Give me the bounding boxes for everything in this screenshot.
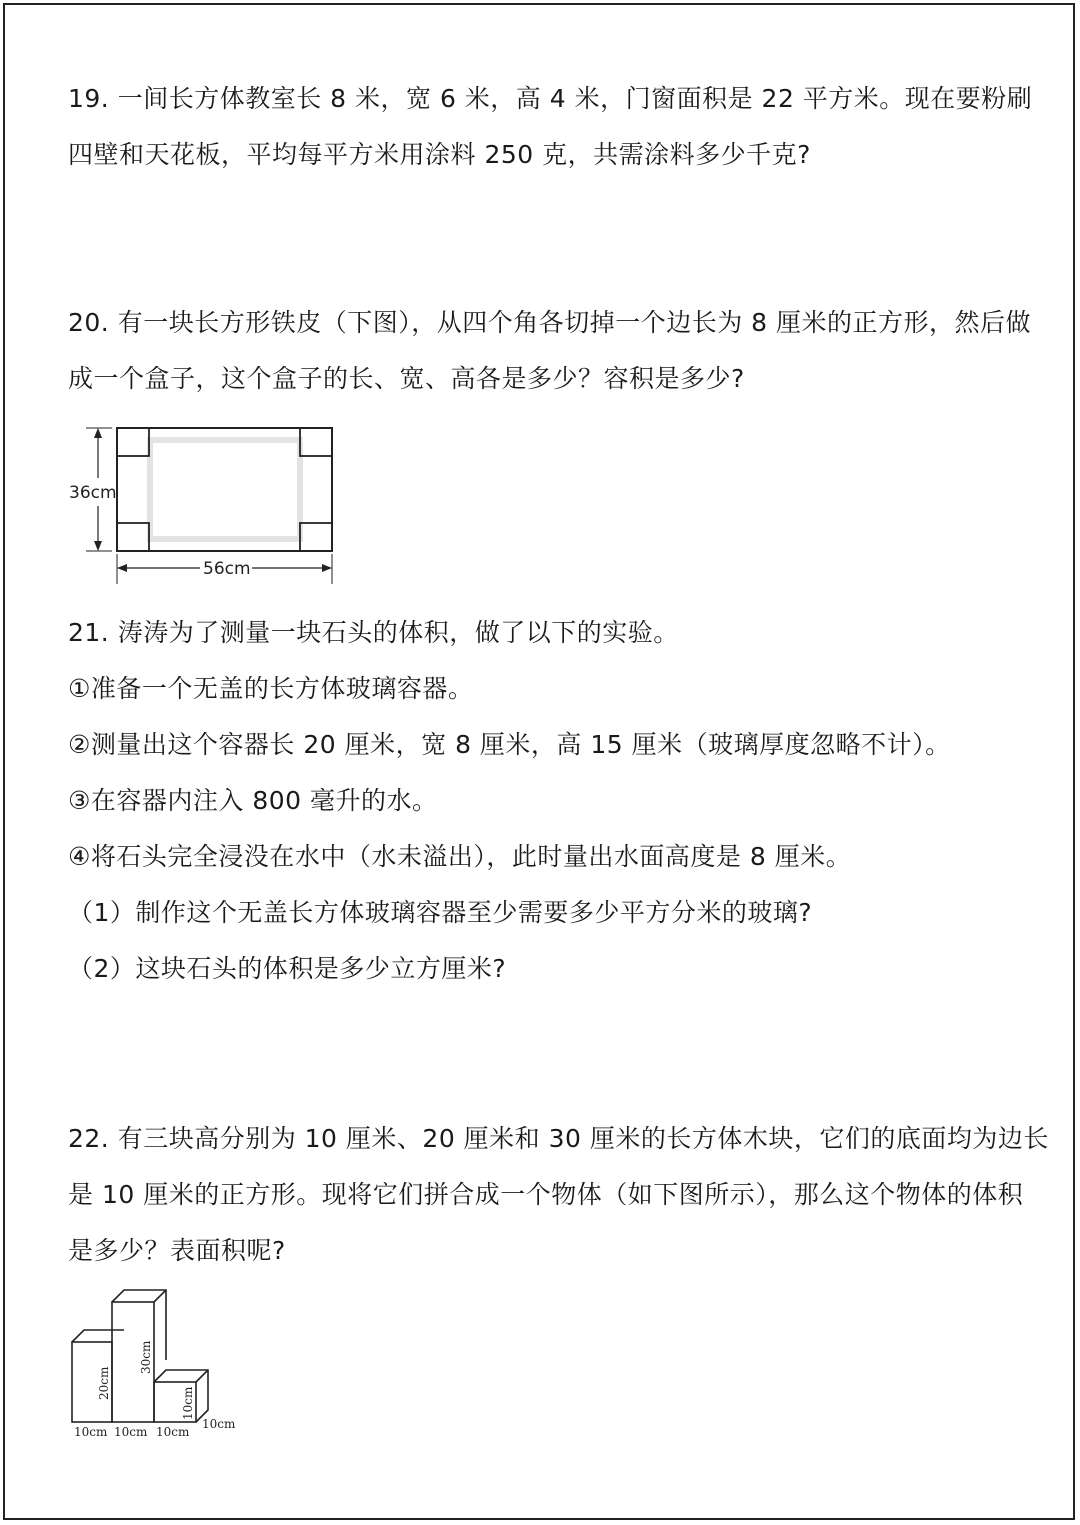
q22-label-base-2: 10cm xyxy=(114,1425,148,1439)
q21-sub-question-1: （1）制作这个无盖长方体玻璃容器至少需要多少平方分米的玻璃? xyxy=(68,898,813,927)
q20-height-label: 36cm xyxy=(69,483,117,503)
q22-line-3: 是多少？表面积呢? xyxy=(68,1236,286,1265)
q19-line-2: 四壁和天花板，平均每平方米用涂料 250 克，共需涂料多少千克? xyxy=(68,140,811,169)
q21-step-3: ③在容器内注入 800 毫升的水。 xyxy=(68,786,438,815)
q21-line-1: 21. 涛涛为了测量一块石头的体积，做了以下的实验。 xyxy=(68,618,679,647)
q22-label-base-1: 10cm xyxy=(74,1425,108,1439)
q22-label-20cm: 20cm xyxy=(97,1366,111,1400)
q22-label-base-3: 10cm xyxy=(156,1425,190,1439)
q22-blocks-figure xyxy=(60,1282,260,1444)
q21-step-4: ④将石头完全浸没在水中（水未溢出），此时量出水面高度是 8 厘米。 xyxy=(68,842,852,871)
q22-label-depth: 10cm xyxy=(202,1417,236,1431)
q20-width-label: 56cm xyxy=(203,559,251,579)
q22-line-2: 是 10 厘米的正方形。现将它们拼合成一个物体（如下图所示），那么这个物体的体积 xyxy=(68,1180,1024,1209)
q19-line-1: 19. 一间长方体教室长 8 米，宽 6 米，高 4 米，门窗面积是 22 平方米。现在要粉刷 xyxy=(68,84,1033,113)
q21-sub-question-2: （2）这块石头的体积是多少立方厘米? xyxy=(68,954,507,983)
q21-step-1: ①准备一个无盖的长方体玻璃容器。 xyxy=(68,674,474,703)
q20-line-1: 20. 有一块长方形铁皮（下图），从四个角各切掉一个边长为 8 厘米的正方形，然后做 xyxy=(68,308,1032,337)
q22-label-30cm: 30cm xyxy=(139,1340,153,1374)
q22-label-10cm-height: 10cm xyxy=(181,1386,195,1420)
q22-line-1: 22. 有三块高分别为 10 厘米、20 厘米和 30 厘米的长方体木块，它们的底面均为边长 xyxy=(68,1124,1049,1153)
q20-line-2: 成一个盒子，这个盒子的长、宽、高各是多少？容积是多少? xyxy=(68,364,745,393)
q21-step-2: ②测量出这个容器长 20 厘米，宽 8 厘米，高 15 厘米（玻璃厚度忽略不计）。 xyxy=(68,730,951,759)
q20-sheet-figure xyxy=(66,418,346,588)
